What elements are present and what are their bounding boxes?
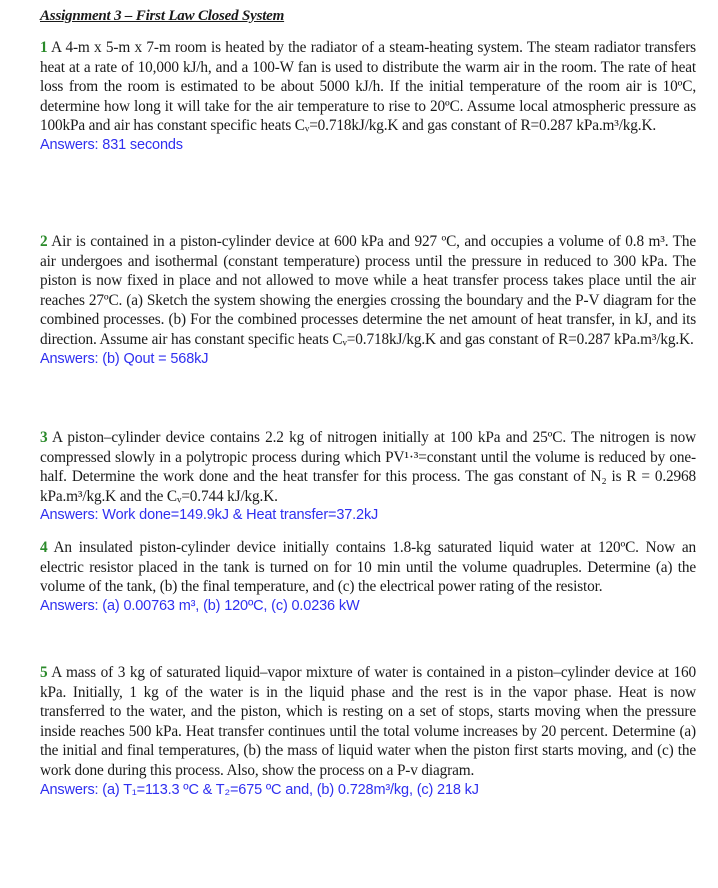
page-title: Assignment 3 – First Law Closed System [40, 8, 285, 24]
question-4 [40, 538, 696, 616]
answer: Answers: (b) Qout = 568kJ [40, 350, 209, 367]
question-number: 3 [40, 429, 48, 446]
question-2 [40, 232, 696, 369]
question-1 [40, 38, 696, 155]
answer: Answers: Work done=149.9kJ & Heat transfer=37.2kJ [40, 507, 379, 524]
question-number: 1 [40, 39, 48, 56]
question-text: A mass of 3 kg of saturated liquid–vapor mixture of water is contained in a piston–cylinder device at 160 kPa. Initially, 1 kg of the water is in the liquid phase and the rest is in the vapor phase. Heat is now transferred to the water, and the piston, which is resting on a set of stops, starts moving when the pressure inside reaches 500 kPa. Heat transfer continues until the total volume increases by 20 percent. Determine (a) the initial and final temperatures, (b) the mass of liquid water when the piston first starts moving, and (c) the work done during this process. Also, show the process on a P-v diagram. [40, 664, 696, 779]
question-number: 4 [40, 539, 48, 556]
question-text: A 4-m x 5-m x 7-m room is heated by the radiator of a steam-heating system. The steam radiator transfers heat at a rate of 10,000 kJ/h, and a 100-W fan is used to distribute the warm air in the room. The rate of heat loss from the room is estimated to be about 5000 kJ/h. If the initial temperature of the room air is 10ºC, determine how long it will take for the air temperature to rise to 20ºC. Assume local atmospheric pressure as 100kPa and air has constant specific heats Cᵥ=0.718kJ/kg.K and gas constant of R=0.287 kPa.m³/kg.K. [40, 39, 696, 135]
question-3 [40, 428, 696, 525]
answer: Answers: (a) T₁=113.3 ºC & T₂=675 ºC and, (b) 0.728m³/kg, (c) 218 kJ [40, 781, 479, 798]
question-number: 5 [40, 664, 48, 681]
question-5 [40, 663, 696, 800]
question-number: 2 [40, 233, 48, 250]
question-text: A piston–cylinder device contains 2.2 kg of nitrogen initially at 100 kPa and 25ºC. The nitrogen is now compressed slowly in a polytropic process during which PV¹·³=constant until the volume is reduced by one-half. Determine the work done and the heat transfer for this process. The gas constant of N₂ is R = 0.2968 kPa.m³/kg.K and the Cᵥ=0.744 kJ/kg.K. [40, 429, 696, 505]
answer: Answers: (a) 0.00763 m³, (b) 120ºC, (c) 0.0236 kW [40, 597, 360, 614]
question-text: An insulated piston-cylinder device initially contains 1.8-kg saturated liquid water at 120ºC. Now an electric resistor placed in the tank is turned on for 10 min until the volume quadruples. Determine (a) the volume of the tank, (b) the final temperature, and (c) the electrical power rating of the resistor. [40, 539, 696, 596]
answer: Answers: 831 seconds [40, 136, 183, 153]
question-text: Air is contained in a piston-cylinder device at 600 kPa and 927 ºC, and occupies a volume of 0.8 m³. The air undergoes and isothermal (constant temperature) process until the pressure in reduced to 300 kPa. The piston is now fixed in place and not allowed to move while a heat transfer process takes place until the air reaches 27ºC. (a) Sketch the system showing the energies crossing the boundary and the P-V diagram for the combined processes. (b) For the combined processes determine the net amount of heat transfer, in kJ, and its direction. Assume air has constant specific heats Cᵥ=0.718kJ/kg.K and gas constant of R=0.287 kPa.m³/kg.K. [40, 233, 696, 348]
